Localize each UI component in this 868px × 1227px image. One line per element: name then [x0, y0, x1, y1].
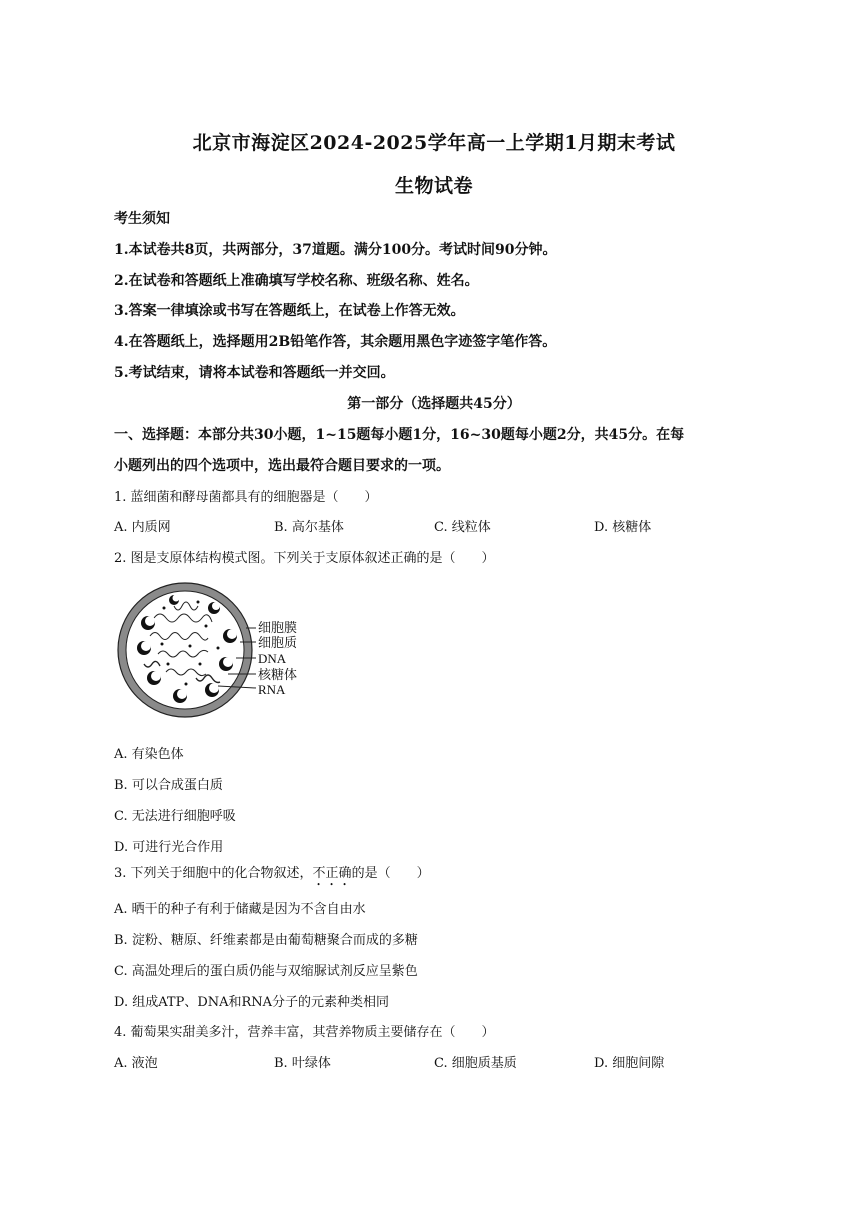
page-title: 北京市海淀区2024-2025学年高一上学期1月期末考试 [192, 132, 676, 154]
label-rna: RNA [258, 682, 286, 697]
notice-item-3: 3.答案一律填涂或书写在答题纸上，在试卷上作答无效。 [114, 303, 465, 319]
question-1-option-b: B. 高尔基体 [274, 520, 344, 535]
question-4-option-a: A. 液泡 [114, 1056, 158, 1071]
question-2-option-b: B. 可以合成蛋白质 [114, 778, 223, 793]
notice-heading: 考生须知 [114, 211, 170, 227]
label-cytoplasm: 细胞质 [258, 635, 298, 650]
question-4-stem: 4. 葡萄果实甜美多汁，营养丰富，其营养物质主要储存在（ ） [114, 1025, 495, 1040]
question-1-option-d: D. 核糖体 [594, 520, 652, 535]
question-3-option-b: B. 淀粉、糖原、纤维素都是由葡萄糖聚合而成的多糖 [114, 933, 418, 948]
part1-instruction-line1: 一、选择题：本部分共30小题，1~15题每小题1分，16~30题每小题2分，共45分。在每 [114, 427, 685, 443]
question-2-option-d: D. 可进行光合作用 [114, 840, 224, 855]
notice-item-1: 1.本试卷共8页，共两部分，37道题。满分100分。考试时间90分钟。 [114, 242, 557, 258]
label-ribosome: 核糖体 [258, 667, 298, 682]
question-2-stem: 2. 图是支原体结构模式图。下列关于支原体叙述正确的是（ ） [114, 551, 495, 566]
question-3-stem [114, 862, 430, 889]
question-1-option-c: C. 线粒体 [434, 520, 491, 535]
question-3-stem-suffix: 的是（ ） [351, 866, 430, 881]
question-3-stem-emphasis: 不正确 [312, 866, 352, 881]
question-2-option-a: A. 有染色体 [114, 747, 184, 762]
question-4-option-d: D. 细胞间隙 [594, 1056, 665, 1071]
question-4-option-c: C. 细胞质基质 [434, 1056, 517, 1071]
part1-heading: 第一部分（选择题共45分） [347, 396, 521, 412]
notice-item-5: 5.考试结束，请将本试卷和答题纸一并交回。 [114, 365, 395, 381]
notice-item-2: 2.在试卷和答题纸上准确填写学校名称、班级名称、姓名。 [114, 273, 479, 289]
question-4-option-b: B. 叶绿体 [274, 1056, 331, 1071]
question-3-stem-prefix: 3. 下列关于细胞中的化合物叙述， [114, 866, 313, 881]
label-dna: DNA [258, 651, 287, 666]
question-1-stem: 1. 蓝细菌和酵母菌都具有的细胞器是（ ） [114, 490, 378, 505]
question-3-option-a: A. 晒干的种子有利于储藏是因为不含自由水 [114, 902, 366, 917]
question-2-option-c: C. 无法进行细胞呼吸 [114, 809, 236, 824]
part1-instruction-line2: 小题列出的四个选项中，选出最符合题目要求的一项。 [114, 458, 450, 474]
question-1-option-a: A. 内质网 [114, 520, 171, 535]
mycoplasma-structure-diagram [114, 578, 344, 728]
question-3-option-d: D. 组成ATP、DNA和RNA分子的元素种类相同 [114, 995, 390, 1010]
question-3-option-c: C. 高温处理后的蛋白质仍能与双缩脲试剂反应呈紫色 [114, 964, 418, 979]
notice-item-4: 4.在答题纸上，选择题用2B铅笔作答，其余题用黑色字迹签字笔作答。 [114, 334, 557, 350]
page-subtitle: 生物试卷 [394, 175, 473, 197]
label-cell-membrane: 细胞膜 [258, 620, 298, 635]
